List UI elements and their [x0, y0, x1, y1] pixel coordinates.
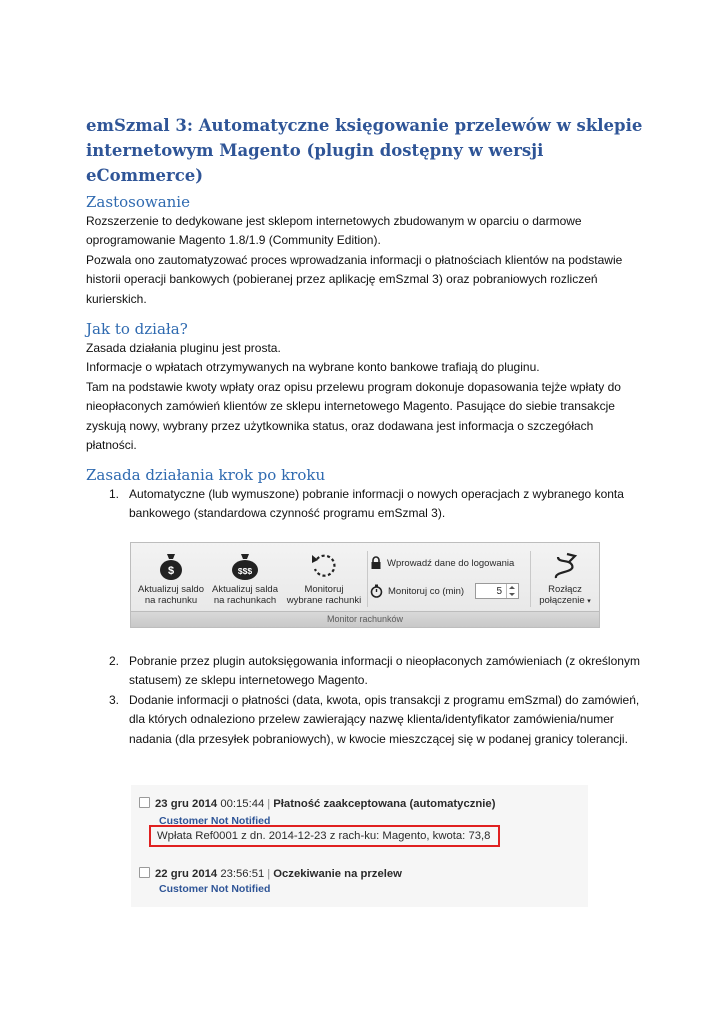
monitor-interval-value: 5	[496, 585, 503, 597]
entry-time: 23:56:51	[220, 868, 265, 880]
steps-list-a	[86, 485, 646, 524]
order-history-entry	[139, 797, 495, 810]
list-text: Pobranie przez plugin autoksięgowania informacji o nieopłaconych zamówieniach (z określonym statusem) ze sklepu internetowego Magento.	[129, 654, 640, 688]
heading-krok-po-kroku: Zasada działania krok po kroku	[86, 466, 326, 484]
disconnect-icon	[550, 551, 580, 581]
list-text: Automatyczne (lub wymuszone) pobranie informacji o nowych operacjach z wybranego konta bankowego (standardowa czynność programu emSzmal 3).	[129, 487, 624, 521]
list-item	[86, 691, 646, 749]
list-text: Dodanie informacji o płatności (data, kwota, opis transakcji z programu emSzmal) do zamówień, dla których odnaleziono przelew zawierający nazwę klienta/identyfikator zamówienia/numer nadania (dla przesyłek pobraniowych), w kwocie mieszczącej się w podanej granicy tolerancji.	[129, 692, 640, 746]
entry-status: Oczekiwanie na przelew	[273, 868, 402, 880]
jak-to-dziala-body	[86, 339, 646, 455]
entry-date: 23 gru 2014	[155, 798, 218, 810]
zastosowanie-paragraph-1: Rozszerzenie to dedykowane jest sklepom internetowych zbudowanym w oparciu o darmowe oprogramowanie Magento 1.8/1.9 (Community Edition).	[86, 214, 582, 248]
lock-icon	[370, 556, 382, 570]
money-bag-icon	[158, 551, 184, 581]
disconnect-label-2-text: połączenie	[539, 595, 585, 606]
jak-paragraph-1: Zasada działania pluginu jest prosta.	[86, 341, 281, 355]
jak-paragraph-2: Informacje o wpłatach otrzymywanych na wybrane konto bankowe trafiają do pluginu.	[86, 360, 540, 375]
ribbon-separator	[530, 551, 531, 607]
svg-text:$: $	[167, 565, 175, 577]
heading-zastosowanie: Zastosowanie	[86, 193, 190, 211]
monitor-interval-row	[370, 583, 519, 599]
page-title: emSzmal 3: Automatyczne księgowanie przelewów w sklepie internetowym Magento (plugin dostępny w wersji eCommerce)	[86, 116, 643, 185]
update-balances-label-1: Aktualizuj salda	[211, 584, 278, 595]
svg-text:$$$: $$$	[237, 566, 253, 576]
monitor-interval-stepper[interactable]	[475, 583, 519, 599]
update-balance-button[interactable]	[133, 551, 209, 606]
separator: |	[267, 798, 271, 810]
ribbon-separator	[367, 551, 368, 607]
disconnect-label-2	[533, 595, 597, 607]
list-item	[86, 652, 646, 691]
update-balance-label-1: Aktualizuj saldo	[137, 584, 204, 595]
list-item	[86, 485, 646, 524]
steps-list-b	[86, 652, 646, 749]
monitor-accounts-label-2: wybrane rachunki	[286, 595, 362, 606]
payment-note-highlighted: Wpłata Ref0001 z dn. 2014-12-23 z rach-ku: Magento, kwota: 73,8	[149, 825, 500, 847]
heading-jak-to-dziala: Jak to działa?	[86, 320, 188, 338]
ribbon-group-label: Monitor rachunków	[131, 611, 599, 627]
monitor-accounts-button[interactable]	[281, 551, 367, 606]
entry-status: Płatność zaakceptowana (automatycznie)	[273, 798, 496, 810]
jak-paragraph-3: Tam na podstawie kwoty wpłaty oraz opisu przelewu program dokonuje dopasowania tejże wpłaty do nieopłaconych zamówień klientów ze sklepu internetowego Magento. Pasujące do siebie transakcje zyskują nowy, wybrany przez użytkownika status, oraz dodawana jest informacja o szczegółach płatności.	[86, 379, 621, 453]
stepper-arrows-icon[interactable]	[506, 584, 518, 598]
list-number: 1.	[109, 487, 120, 501]
ribbon-toolbar	[130, 542, 600, 628]
entry-date: 22 gru 2014	[155, 868, 218, 880]
monitor-accounts-label-1: Monitoruj	[304, 584, 344, 595]
disconnect-label-1: Rozłącz	[548, 584, 582, 595]
entry-time: 00:15:44	[220, 798, 265, 810]
customer-notified-status: Customer Not Notified	[159, 815, 271, 827]
update-balances-label-2: na rachunkach	[213, 595, 277, 606]
zastosowanie-body	[86, 212, 646, 309]
customer-notified-status: Customer Not Notified	[159, 883, 271, 895]
separator: |	[267, 868, 271, 880]
list-number: 3.	[109, 692, 120, 707]
list-number: 2.	[109, 654, 120, 668]
zastosowanie-paragraph-2: Pozwala ono zautomatyzować proces wprowadzania informacji o płatnościach klientów na podstawie historii operacji bankowych (pobieranej przez aplikację emSzmal 3) oraz pobraniowych rozliczeń kurierskich.	[86, 252, 623, 306]
disconnect-button[interactable]	[533, 551, 597, 607]
monitor-interval-label: Monitoruj co (min)	[388, 585, 465, 597]
money-bag-multi-icon	[231, 551, 259, 581]
order-history-panel	[131, 785, 588, 907]
stopwatch-icon	[370, 584, 383, 598]
refresh-monitor-icon	[309, 551, 339, 581]
login-row[interactable]	[370, 556, 514, 570]
checkbox-icon[interactable]	[139, 867, 150, 878]
chevron-down-icon: ▾	[587, 598, 591, 605]
update-balances-button[interactable]	[207, 551, 283, 606]
checkbox-icon[interactable]	[139, 797, 150, 808]
update-balance-label-2: na rachunku	[144, 595, 198, 606]
order-history-entry	[139, 867, 402, 880]
login-label: Wprowadź dane do logowania	[387, 557, 515, 569]
